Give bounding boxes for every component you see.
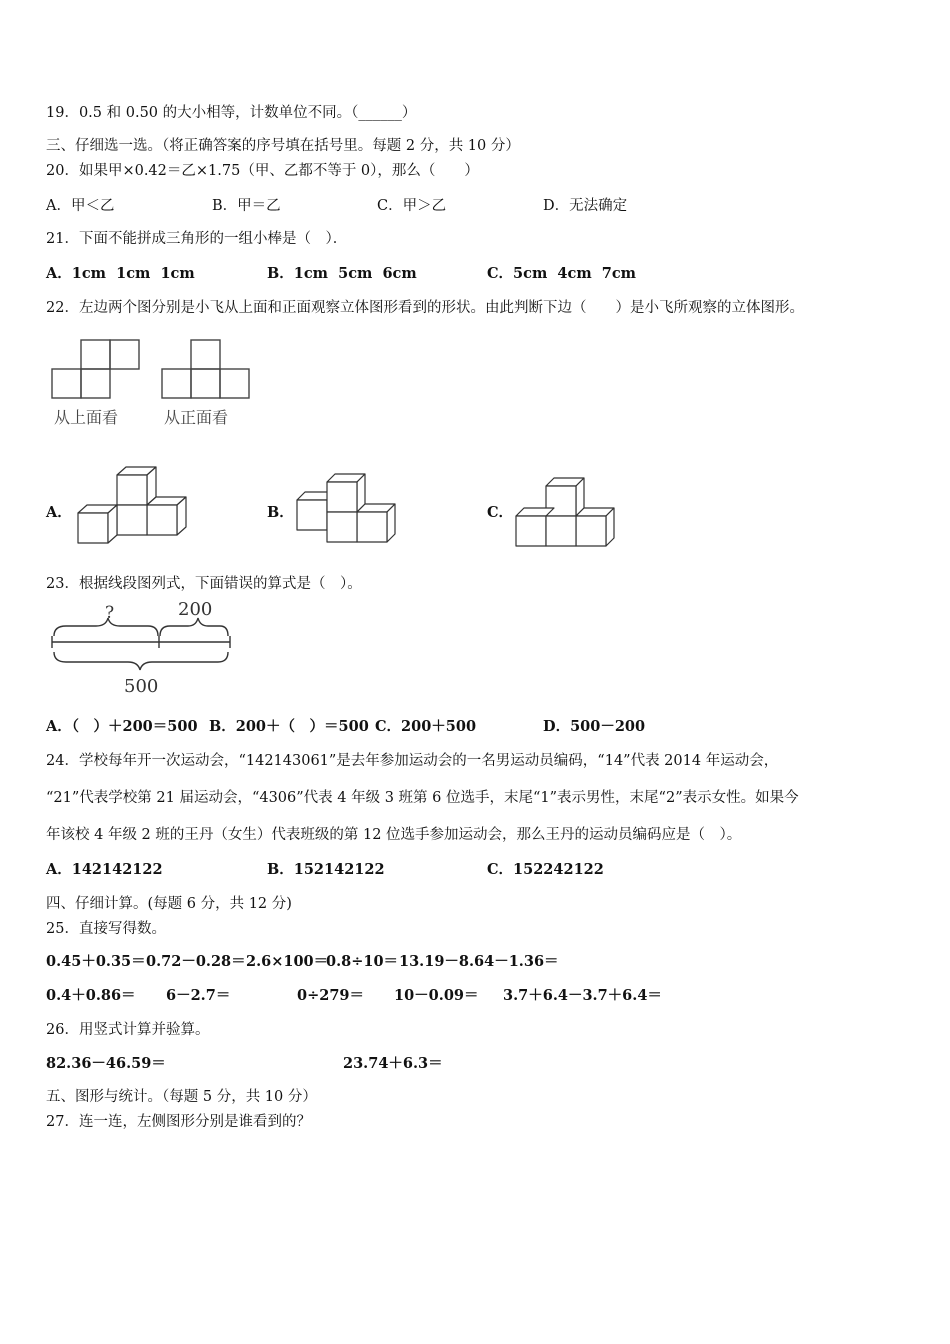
solid-figure-c [514, 474, 619, 550]
top-view-figure [50, 338, 145, 400]
calc-item: 0.45＋0.35＝ [46, 953, 146, 970]
question-21-option-a: A．1cm 1cm 1cm [46, 265, 195, 282]
question-20-option-a: A．甲＜乙 [46, 198, 115, 214]
calc-item: 2.6×100＝ [246, 953, 329, 970]
calc-item: 13.19－8.64－1.36＝ [399, 953, 559, 970]
calc-item: 0÷279＝ [297, 987, 365, 1004]
question-22-stem: 22．左边两个图分别是小飞从上面和正面观察立体图形看到的形状。由此判断下边（ ）是小飞所观察的立体图形。 [46, 300, 804, 316]
section-4-heading: 四、仔细计算。(每题 6 分，共 12 分) [46, 896, 292, 912]
calc-item: 10－0.09＝ [394, 987, 479, 1004]
question-20-option-c: C．甲＞乙 [377, 198, 447, 214]
calc-item: 0.8÷10＝ [326, 953, 399, 970]
segment-diagram [48, 598, 238, 698]
question-21-option-b: B．1cm 5cm 6cm [267, 265, 417, 282]
question-24-line-3: 年该校 4 年级 2 班的王丹（女生）代表班级的第 12 位选手参加运动会，那么王丹的运动员编码应是（ ）。 [46, 827, 742, 843]
question-24-option-a: A．142142122 [46, 861, 163, 878]
question-20-option-d: D．无法确定 [543, 198, 628, 214]
section-3-heading: 三、仔细选一选。（将正确答案的序号填在括号里。每题 2 分，共 10 分） [46, 138, 520, 154]
front-view-caption: 从正面看 [164, 408, 229, 427]
calc-item: 0.4＋0.86＝ [46, 987, 136, 1004]
question-22-option-b: B． [267, 504, 294, 521]
solid-figure-a [76, 463, 191, 548]
question-22-option-c: C． [487, 504, 514, 521]
question-19: 19．0.5 和 0.50 的大小相等，计数单位不同。（______） [46, 105, 417, 121]
question-21-stem: 21．下面不能拼成三角形的一组小棒是（ ）． [46, 231, 348, 247]
diagram-unknown-label: ? [105, 603, 115, 623]
section-5-heading: 五、图形与统计。（每题 5 分，共 10 分） [46, 1089, 317, 1105]
vertical-calc-1: 82.36－46.59＝ [46, 1055, 166, 1072]
question-22-option-a: A． [46, 504, 72, 521]
question-24-option-c: C．152242122 [487, 861, 604, 878]
calc-item: 3.7＋6.4－3.7＋6.4＝ [503, 987, 662, 1004]
question-20-stem: 20．如果甲×0.42＝乙×1.75（甲、乙都不等于 0），那么（ ） [46, 163, 479, 179]
question-23-option-b: B．200＋（ ）＝500 [209, 718, 369, 735]
top-view-caption: 从上面看 [54, 408, 119, 427]
diagram-total-label: 500 [124, 676, 159, 697]
question-23-option-c: C．200＋500 [375, 718, 477, 735]
question-24-line-1: 24．学校每年开一次运动会，“142143061”是去年参加运动会的一名男运动员编码，“14”代表 2014 年运动会， [46, 753, 779, 769]
diagram-part-label: 200 [178, 599, 213, 620]
solid-figure-b [295, 470, 400, 548]
question-20-option-b: B．甲＝乙 [212, 198, 281, 214]
question-24-option-b: B．152142122 [267, 861, 385, 878]
question-21-option-c: C．5cm 4cm 7cm [487, 265, 637, 282]
calc-item: 6－2.7＝ [166, 987, 231, 1004]
question-23-option-a: A．（ ）＋200＝500 [46, 718, 198, 735]
question-26-stem: 26．用竖式计算并验算。 [46, 1022, 210, 1038]
calc-item: 0.72－0.28＝ [146, 953, 246, 970]
question-24-line-2: “21”代表学校第 21 届运动会，“4306”代表 4 年级 3 班第 6 位选手，末尾“1”表示男性，末尾“2”表示女性。如果今 [46, 790, 799, 806]
vertical-calc-2: 23.74＋6.3＝ [343, 1055, 443, 1072]
question-27: 27．连一连，左侧图形分别是谁看到的？ [46, 1114, 311, 1130]
front-view-figure [160, 338, 255, 400]
question-25-stem: 25．直接写得数。 [46, 921, 166, 937]
question-23-stem: 23．根据线段图列式，下面错误的算式是（ ）。 [46, 576, 362, 592]
question-23-option-d: D．500－200 [543, 718, 646, 735]
